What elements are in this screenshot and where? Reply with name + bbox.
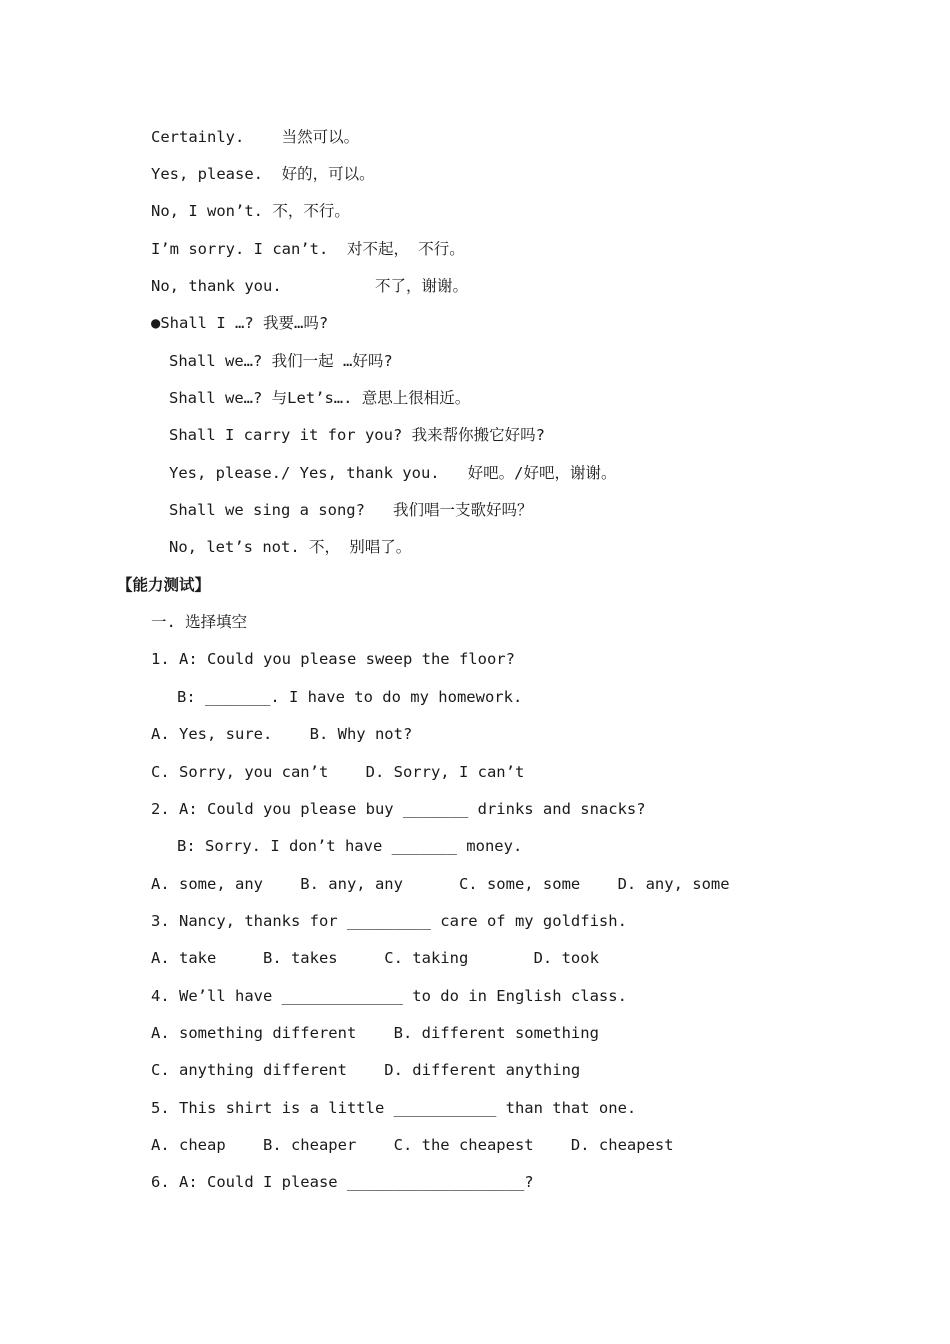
question-2-reply: B: Sorry. I don’t have _______ money. bbox=[177, 837, 523, 855]
question-6: 6. A: Could I please ___________________? bbox=[151, 1173, 534, 1191]
section-title: 【能力测试】 bbox=[117, 576, 211, 594]
question-1-options-cd: C. Sorry, you can’t D. Sorry, I can’t bbox=[151, 763, 525, 781]
phrase-im-sorry: I’m sorry. I can’t. 对不起， 不行。 bbox=[151, 240, 465, 258]
question-5-options: A. cheap B. cheaper C. the cheapest D. cheapest bbox=[151, 1136, 674, 1154]
phrase-no-thank-you: No, thank you. 不了，谢谢。 bbox=[151, 277, 468, 295]
shall-we-sing-reply: No, let’s not. 不， 别唱了。 bbox=[169, 538, 412, 556]
question-3-options: A. take B. takes C. taking D. took bbox=[151, 949, 599, 967]
question-5: 5. This shirt is a little ___________ than that one. bbox=[151, 1099, 637, 1117]
question-4-options-ab: A. something different B. different something bbox=[151, 1024, 599, 1042]
question-1-options-ab: A. Yes, sure. B. Why not? bbox=[151, 725, 413, 743]
shall-we-sing-example: Shall we sing a song? 我们唱一支歌好吗？ bbox=[169, 501, 533, 519]
part-title: 一. 选择填空 bbox=[151, 613, 248, 631]
shall-we-note: Shall we…? 我们一起 …好吗? bbox=[169, 352, 393, 370]
question-1-reply: B: _______. I have to do my homework. bbox=[177, 688, 523, 706]
shall-we-lets-note: Shall we…? 与Let’s…. 意思上很相近。 bbox=[169, 389, 471, 407]
phrase-certainly: Certainly. 当然可以。 bbox=[151, 128, 360, 146]
question-2: 2. A: Could you please buy _______ drinks and snacks? bbox=[151, 800, 646, 818]
question-4: 4. We’ll have _____________ to do in English class. bbox=[151, 987, 627, 1005]
phrase-yes-please: Yes, please. 好的，可以。 bbox=[151, 165, 375, 183]
bullet-shall-i: ●Shall I …? 我要…吗? bbox=[151, 314, 329, 332]
question-2-options: A. some, any B. any, any C. some, some D. any, some bbox=[151, 875, 730, 893]
question-1: 1. A: Could you please sweep the floor? bbox=[151, 650, 515, 668]
phrase-no-i-wont: No, I won’t. 不，不行。 bbox=[151, 202, 350, 220]
question-3: 3. Nancy, thanks for _________ care of my goldfish. bbox=[151, 912, 627, 930]
shall-i-carry-reply: Yes, please./ Yes, thank you. 好吧。/好吧，谢谢。 bbox=[169, 464, 617, 482]
shall-i-carry-example: Shall I carry it for you? 我来帮你搬它好吗? bbox=[169, 426, 545, 444]
question-4-options-cd: C. anything different D. different anything bbox=[151, 1061, 581, 1079]
